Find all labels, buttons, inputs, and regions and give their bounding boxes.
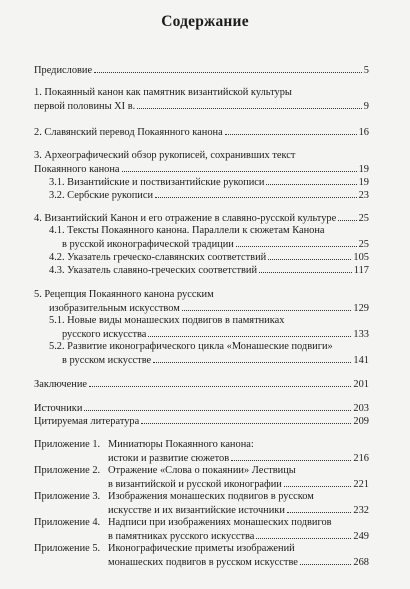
toc-entry-title: 5.2. Развитие иконографического цикла «Монашеские подвиги»: [49, 341, 333, 352]
dot-leader: [266, 175, 356, 185]
toc-page-number: 268: [353, 557, 369, 568]
toc-entry-row: [34, 63, 369, 76]
toc-entry-row: [108, 529, 369, 542]
toc-page-number: 221: [353, 479, 369, 490]
dot-leader: [89, 377, 351, 387]
toc-entry-title: 4.2. Указатель греческо-славянских соответствий: [49, 252, 267, 263]
toc-entry-title: Отражение «Слова о покаянии» Лествицы: [108, 465, 296, 476]
toc-entry-title: 4. Византийский Канон и его отражение в славяно-русской культуре: [34, 213, 337, 224]
toc-entry-title: 4.3. Указатель славяно-греческих соответствий: [49, 265, 258, 276]
dot-leader: [122, 162, 357, 172]
toc-entry-title: Надписи при изображениях монашеских подвигов: [108, 517, 332, 528]
toc-page-number: 209: [353, 416, 369, 427]
toc-page-number: 203: [353, 403, 369, 414]
toc-entry-title: Предисловие: [34, 65, 93, 76]
dot-leader: [148, 327, 351, 337]
toc-entry-row: [108, 503, 369, 516]
toc-entry-row: [34, 125, 369, 138]
toc-page-number: 25: [358, 239, 369, 250]
toc-entry-title-cont: в русском искусстве: [62, 355, 152, 366]
toc-entry-row: [49, 188, 369, 201]
toc-entry-title: 3. Археографический обзор рукописей, сохранивших текст: [34, 150, 296, 161]
toc-entry-title: 3.2. Сербские рукописи: [49, 190, 154, 201]
toc-entry-row: [108, 555, 369, 568]
toc-entry-row: [108, 451, 369, 464]
toc-entry-title-cont: в памятниках русского искусства: [108, 531, 255, 542]
toc-entry-title: 1. Покаянный канон как памятник византийской культуры: [34, 87, 292, 98]
toc-entry-row: [49, 175, 369, 188]
toc-entry-title-cont: изобразительным искусством: [49, 303, 180, 314]
toc-entry-row: [108, 477, 369, 490]
toc-entry-title: Заключение: [34, 379, 87, 390]
toc-entry-title: 2. Славянский перевод Покаянного канона: [34, 127, 223, 138]
dot-leader: [182, 301, 352, 311]
toc-entry-row: [34, 377, 369, 390]
page-title: Содержание: [161, 13, 249, 30]
toc-entry-title-cont: в византийской и русской иконографии: [108, 479, 282, 490]
toc-page-number: 25: [358, 213, 369, 224]
toc-entry-title-cont: истоки и развитие сюжетов: [108, 453, 230, 464]
toc-page-number: 216: [353, 453, 369, 464]
dot-leader: [236, 237, 357, 247]
toc-entry-title-cont: искусстве и их византийские источники: [108, 505, 285, 516]
dot-leader: [268, 250, 351, 260]
dot-leader: [153, 353, 351, 363]
dot-leader: [256, 529, 351, 539]
dot-leader: [284, 477, 352, 487]
toc-entry-title-cont: монашеских подвигов в русском искусстве: [108, 557, 298, 568]
toc-appendix-label: Приложение 2.: [34, 465, 101, 476]
toc-entry-title: 5. Рецепция Покаянного канона русским: [34, 289, 214, 300]
toc-entry-row: [34, 162, 369, 175]
toc-page-number: 23: [358, 190, 369, 201]
toc-entry-title: Иконографические приметы изображений: [108, 543, 295, 554]
toc-entry-row: [49, 301, 369, 314]
dot-leader: [141, 414, 351, 424]
toc-appendix-label: Приложение 1.: [34, 439, 101, 450]
toc-page-number: 141: [353, 355, 369, 366]
toc-entry-row: [34, 401, 369, 414]
toc-page-number: 19: [358, 164, 369, 175]
toc-entry-title-cont: русского искусства: [62, 329, 147, 340]
toc-entry-row: [34, 414, 369, 427]
toc-entry-title: Изображения монашеских подвигов в русском: [108, 491, 314, 502]
toc-entry-title: Источники: [34, 403, 83, 414]
toc-page-number: 19: [358, 177, 369, 188]
toc-page-number: 232: [353, 505, 369, 516]
dot-leader: [155, 188, 357, 198]
toc-page-number: 105: [353, 252, 369, 263]
toc-appendix-label: Приложение 3.: [34, 491, 101, 502]
toc-page-number: 9: [363, 101, 369, 112]
dot-leader: [94, 63, 362, 73]
toc-page-number: 129: [353, 303, 369, 314]
dot-leader: [287, 503, 352, 513]
toc-entry-title-cont: в русской иконографической традиции: [62, 239, 234, 250]
toc-page-number: 133: [353, 329, 369, 340]
dot-leader: [259, 263, 352, 273]
dot-leader: [137, 99, 362, 109]
toc-page-number: 117: [353, 265, 369, 276]
dot-leader: [231, 451, 351, 461]
toc-entry-row: [34, 211, 369, 224]
toc-entry-row: [34, 99, 369, 112]
toc-entry-title-cont: первой половины XI в.: [34, 101, 136, 112]
toc-entry-row: [49, 250, 369, 263]
dot-leader: [225, 125, 357, 135]
toc-entry-row: [62, 237, 369, 250]
toc-entry-title: 5.1. Новые виды монашеских подвигов в памятниках: [49, 315, 285, 326]
dot-leader: [300, 555, 352, 565]
dot-leader: [338, 211, 356, 221]
toc-page-number: 16: [358, 127, 369, 138]
toc-page-number: 249: [353, 531, 369, 542]
toc-appendix-label: Приложение 4.: [34, 517, 101, 528]
toc-page-number: 201: [353, 379, 369, 390]
toc-entry-title: Цитируемая литература: [34, 416, 140, 427]
toc-entry-title: 3.1. Византийские и поствизантийские рукописи: [49, 177, 265, 188]
toc-entry-row: [49, 263, 369, 276]
toc-entry-row: [62, 327, 369, 340]
toc-page-number: 5: [363, 65, 369, 76]
toc-appendix-label: Приложение 5.: [34, 543, 101, 554]
dot-leader: [84, 401, 351, 411]
toc-entry-title-cont: Покаянного канона: [34, 164, 120, 175]
toc-entry-title: 4.1. Тексты Покаянного канона. Параллели к сюжетам Канона: [49, 225, 325, 236]
toc-entry-title: Миниатюры Покаянного канона:: [108, 439, 254, 450]
toc-entry-row: [62, 353, 369, 366]
